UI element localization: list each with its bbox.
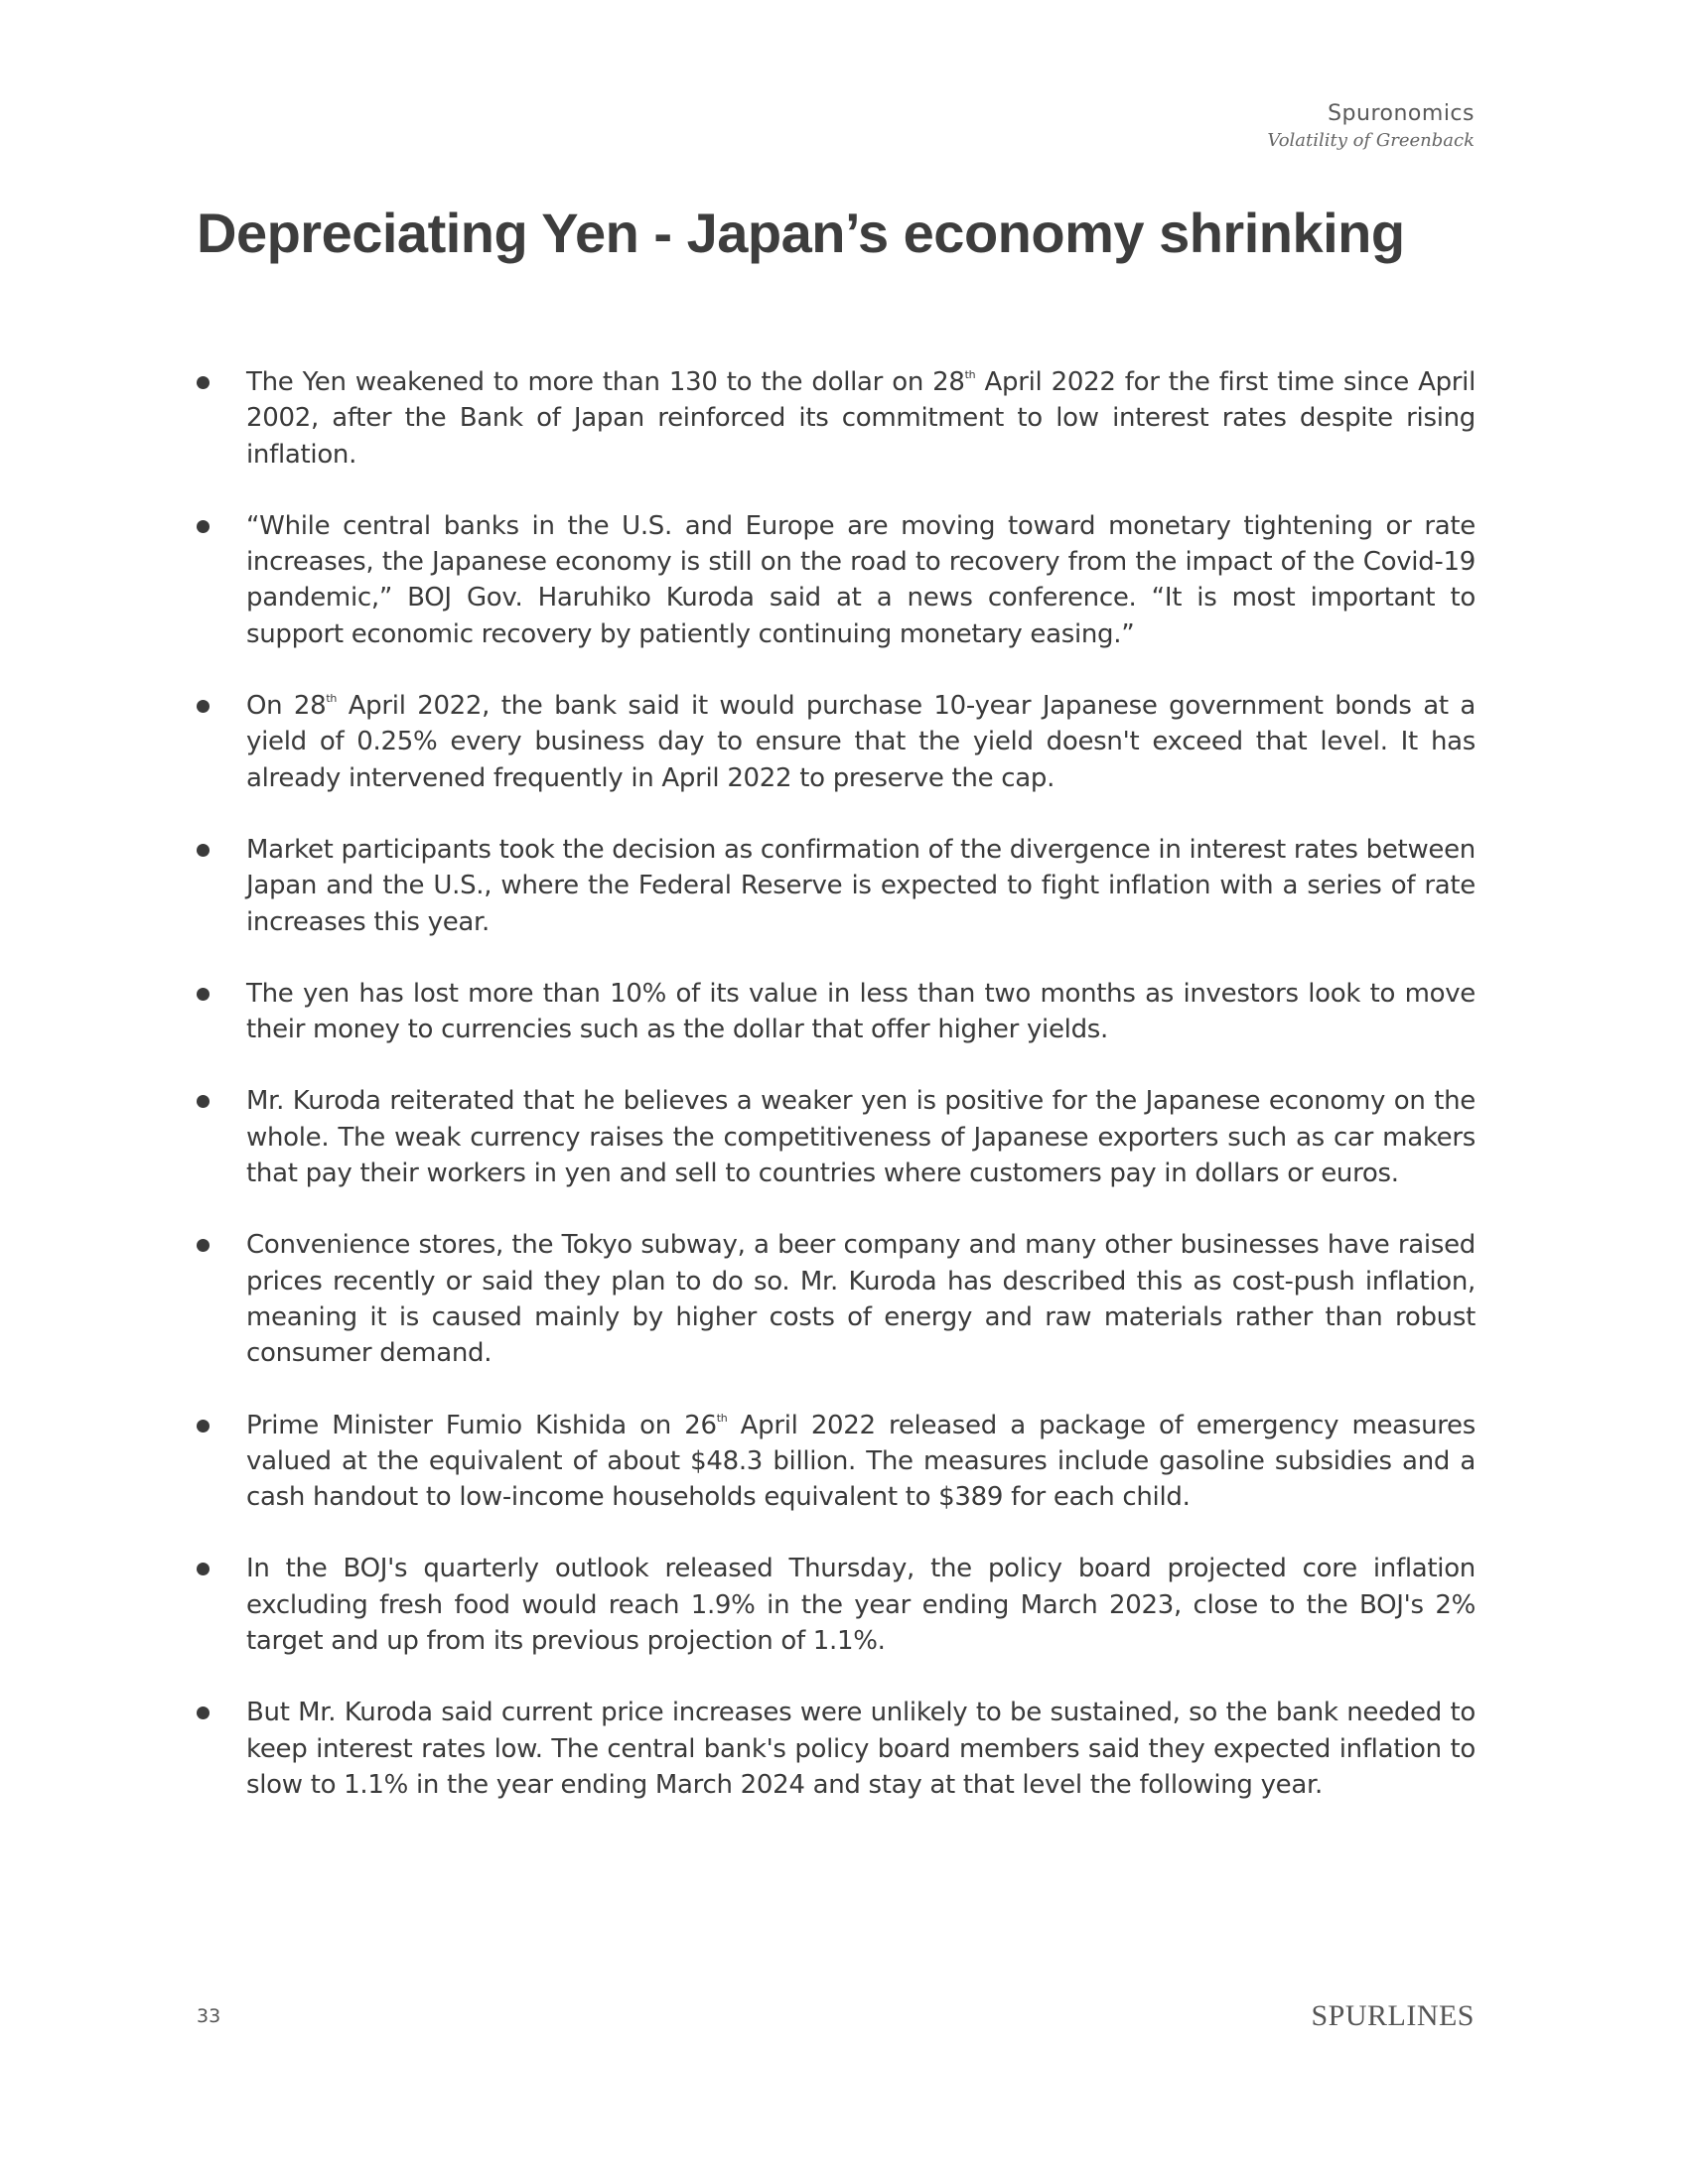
bullet-item: Mr. Kuroda reiterated that he believes a weaker yen is positive for the Japanese economy on the whole. The weak currency raises the competitiveness of Japanese exporters such as car makers that pay their workers in yen and sell to countries where customers pay in dollars or euros. <box>197 1083 1476 1191</box>
bullet-item: On 28th April 2022, the bank said it would purchase 10-year Japanese government bonds at a yield of 0.25% every business day to ensure that the yield doesn't exceed that level. It has already intervened frequently in April 2022 to preserve the cap. <box>197 688 1476 796</box>
bullet-item: “While central banks in the U.S. and Europe are moving toward monetary tightening or rate increases, the Japanese economy is still on the road to recovery from the impact of the Covid-19 pandemic,” BOJ Gov. Haruhiko Kuroda said at a news conference. “It is most important to support economic recovery by patiently continuing monetary easing.” <box>197 508 1476 652</box>
bullet-item: In the BOJ's quarterly outlook released Thursday, the policy board projected core inflation excluding fresh food would reach 1.9% in the year ending March 2023, close to the BOJ's 2% target and up from its previous projection of 1.1%. <box>197 1551 1476 1659</box>
bullet-item: Market participants took the decision as confirmation of the divergence in interest rates between Japan and the U.S., where the Federal Reserve is expected to fight inflation with a series of rate increases this year. <box>197 832 1476 940</box>
page-title: Depreciating Yen - Japan’s economy shrinking <box>197 202 1405 264</box>
bullet-item: Convenience stores, the Tokyo subway, a beer company and many other businesses have raised prices recently or said they plan to do so. Mr. Kuroda has described this as cost-push inflation, meaning it is caused mainly by higher costs of energy and raw materials rather than robust consumer demand. <box>197 1227 1476 1371</box>
header-subtitle: Volatility of Greenback <box>1267 130 1475 151</box>
bullet-list <box>197 364 1476 1839</box>
bullet-item: But Mr. Kuroda said current price increases were unlikely to be sustained, so the bank needed to keep interest rates low. The central bank's policy board members said they expected inflation to slow to 1.1% in the year ending March 2024 and stay at that level the following year. <box>197 1695 1476 1803</box>
bullet-dot-icon <box>197 1420 210 1433</box>
footer-brand-logo: SPURLINES <box>1311 1999 1475 2032</box>
bullet-item: The yen has lost more than 10% of its value in less than two months as investors look to move their money to currencies such as the dollar that offer higher yields. <box>197 976 1476 1048</box>
header-brand: Spuronomics <box>1328 101 1475 126</box>
bullet-dot-icon <box>197 1239 210 1252</box>
bullet-dot-icon <box>197 1563 210 1575</box>
bullet-dot-icon <box>197 520 210 533</box>
bullet-dot-icon <box>197 844 210 857</box>
page-number: 33 <box>197 2005 221 2027</box>
bullet-dot-icon <box>197 700 210 713</box>
bullet-dot-icon <box>197 1706 210 1719</box>
running-header <box>1267 99 1475 153</box>
bullet-dot-icon <box>197 1095 210 1108</box>
bullet-item: Prime Minister Fumio Kishida on 26th April 2022 released a package of emergency measures valued at the equivalent of about $48.3 billion. The measures include gasoline subsidies and a cash handout to low-income households equivalent to $389 for each child. <box>197 1408 1476 1516</box>
bullet-dot-icon <box>197 376 210 389</box>
bullet-dot-icon <box>197 988 210 1001</box>
bullet-item: The Yen weakened to more than 130 to the dollar on 28th April 2022 for the first time since April 2002, after the Bank of Japan reinforced its commitment to low interest rates despite rising inflation. <box>197 364 1476 473</box>
